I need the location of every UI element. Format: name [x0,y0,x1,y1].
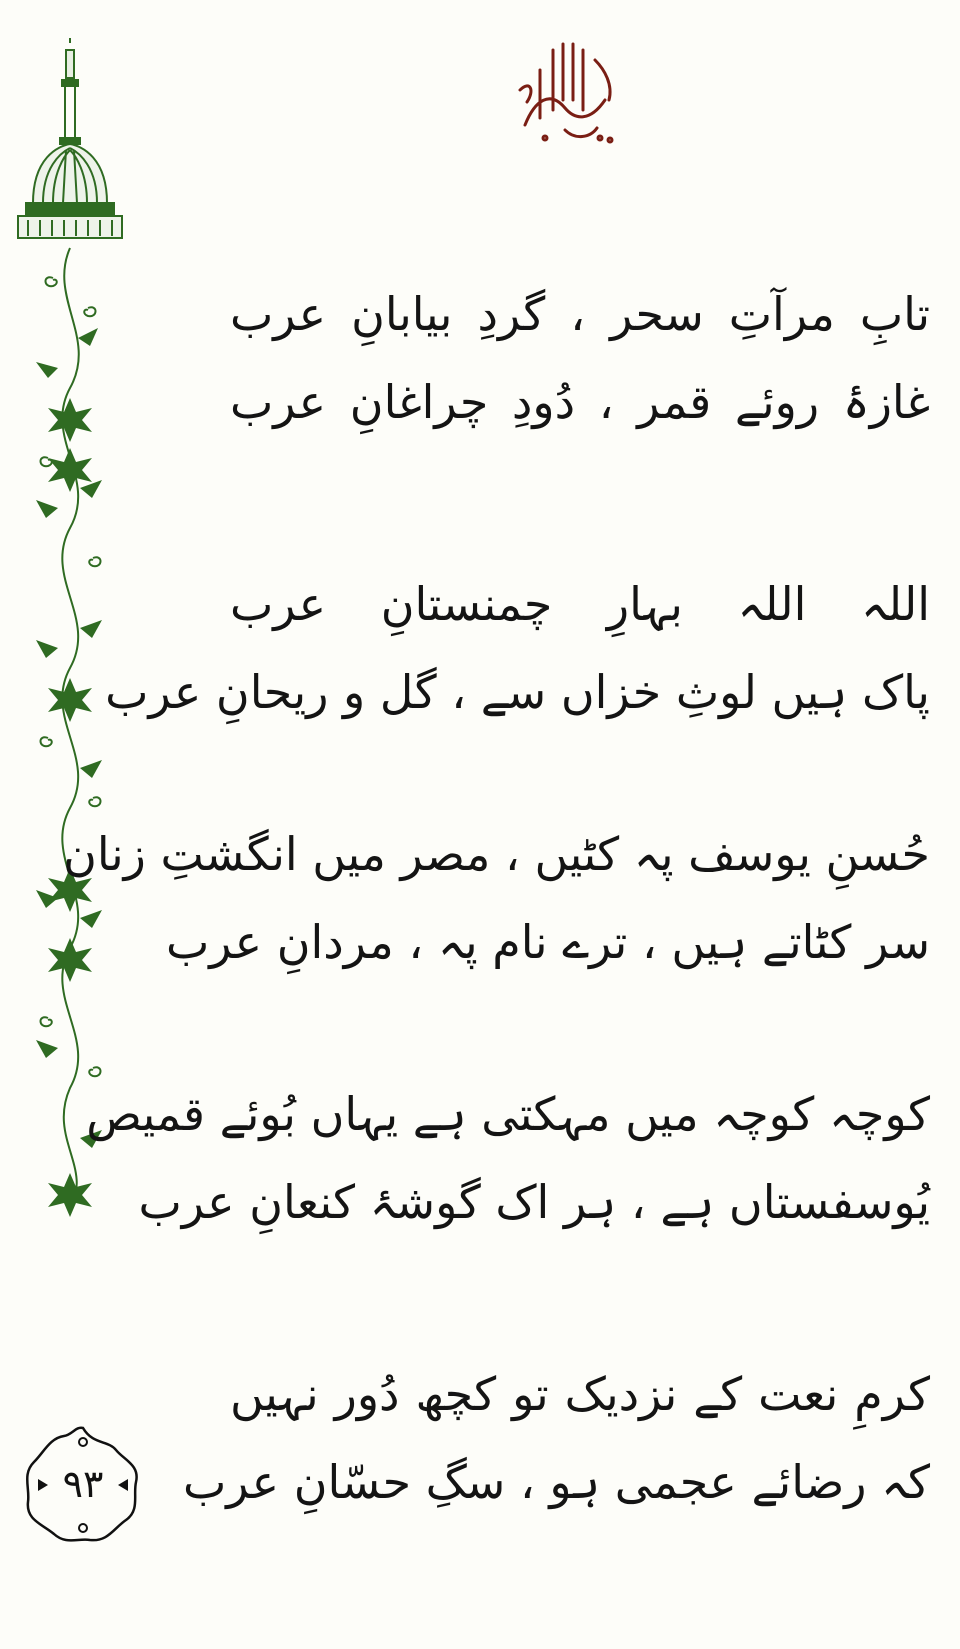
page-number-medallion [18,1420,148,1550]
stanza [63,810,930,986]
verse-line: اللہ اللہ بہارِ چمنستانِ عرب [230,577,930,631]
calligraphy-flourish-icon [505,30,635,150]
verse-line: کرمِ نعت کے نزدیک تو کچھ دُور نہیں [230,1367,930,1421]
calligraphy-header [505,30,635,150]
verse-line: تابِ مرآتِ سحر ، گردِ بیابانِ عرب [230,287,930,341]
verse-line: پاک ہیں لوثِ خزاں سے ، گل و ریحانِ عرب [105,665,930,719]
verse-line: حُسنِ یوسف پہ کٹیں ، مصر میں انگشتِ زنان [63,827,930,881]
stanza [230,270,930,446]
stanza [86,1070,930,1246]
verse-line: غازۂ روئے قمر ، دُودِ چراغانِ عرب [230,375,930,429]
stanza [182,1350,930,1526]
page-number: ۹۳ [62,1462,104,1506]
verse-line: یُوسفستاں ہے ، ہر اک گوشۂ کنعانِ عرب [138,1175,930,1229]
verse-line: کوچہ کوچہ میں مہکتی ہے یہاں بُوئے قمیص [86,1087,930,1141]
verse-line: کہ رضائے عجمی ہو ، سگِ حسّانِ عرب [182,1455,930,1509]
verse-line: سر کٹاتے ہیں ، ترے نام پہ ، مردانِ عرب [165,915,930,969]
stanza [105,560,930,736]
